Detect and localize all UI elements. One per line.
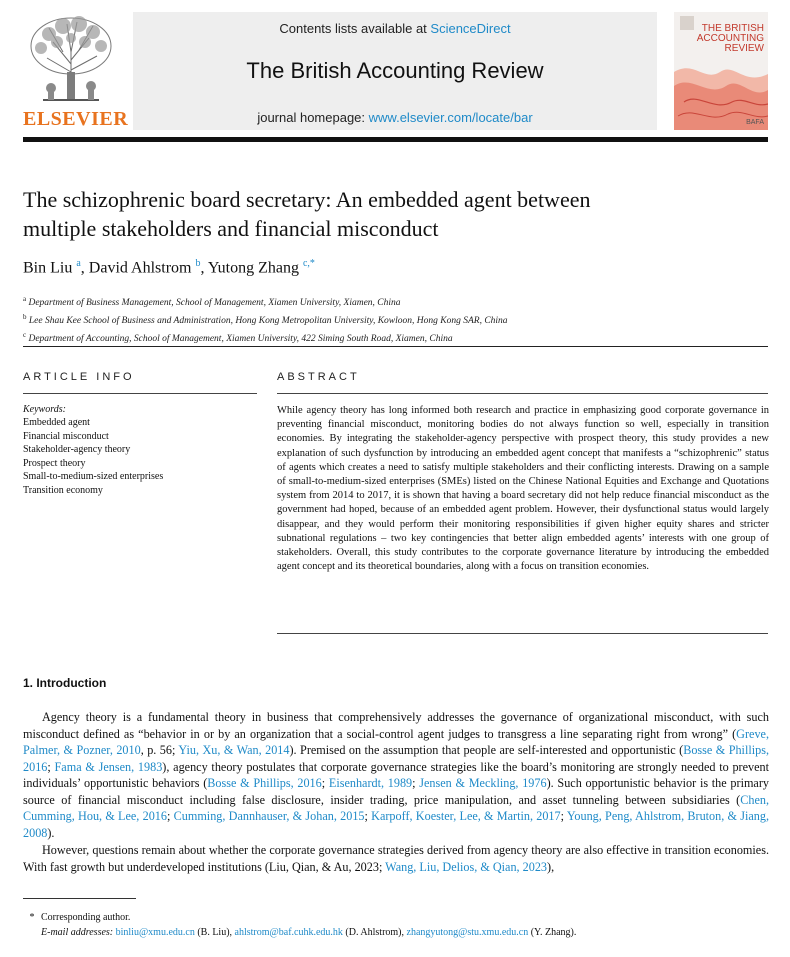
body-paragraph-2 — [23, 842, 769, 875]
body-text: ; — [321, 776, 329, 790]
homepage-line — [133, 110, 657, 125]
email-addresses — [23, 925, 576, 940]
author-name[interactable]: David Ahlstrom — [88, 259, 192, 277]
article-title-line1: The schizophrenic board secretary: An embedded agent between — [23, 187, 591, 212]
keyword-item: Prospect theory — [23, 457, 86, 469]
footnote — [23, 910, 576, 940]
article-title — [23, 185, 763, 243]
email-owner: (Y. Zhang). — [528, 927, 577, 938]
sciencedirect-link[interactable]: ScienceDirect — [430, 21, 511, 36]
body-text: ; — [166, 809, 174, 823]
abstract-text: While agency theory has long informed both research and practice in emphasizing good corporate governance in preventing financial misconduct, monitoring bodies do not always function so well, especially in transition economies. By integrating the stakeholder-agency perspective with prospect theory, this study provides a new explanation of such dysfunction by introducing an embedded agent concept that manifests a “schizophrenic” status of agents which creates a need to satisfy multiple stakeholders and their conflicting interests. Drawing on a sample of small-to-medium-sized enterprises (SMEs) listed on the Chinese National Equities and Exchange and Quotations system from 2014 to 2017, it is shown that having a board secretary did not help reduce financial misconduct as the government had hoped, because of an embedded agent problem. However, their dysfunctional status would largely disappear, and they would perform their monitoring responsibilities if given higher equity shares and stricter subnational regulations – two key contingencies that better align embedded agents’ interests with one group of stakeholders. Overall, this study contributes to the corporate governance literature by introducing the embedded agent concept and its theoretical boundaries, along with a focus on transition economies. — [277, 405, 769, 573]
title-divider — [23, 346, 768, 347]
affiliation-text: Department of Business Management, School of Management, Xiamen University, Xiamen, China — [28, 298, 401, 309]
author-list: Bin Liu $^a$, David Ahlstrom $^b$, Yutong Zhang $^{c,*}$ — [23, 258, 315, 277]
abstract-bottom-rule — [277, 633, 768, 634]
section-heading-introduction: 1. Introduction — [23, 676, 107, 690]
journal-title: The British Accounting Review — [246, 58, 544, 83]
citation-link[interactable]: Young, Peng, Ahlstrom, Bruton, & Jiang, 2008 — [23, 809, 770, 840]
keyword-item: Transition economy — [23, 484, 103, 496]
footnote-rule — [23, 898, 136, 899]
citation-link[interactable]: Cumming, Dannhauser, & Johan, 2015 — [173, 809, 365, 823]
abstract-rule — [277, 393, 768, 394]
journal-homepage-link[interactable]: www.elsevier.com/locate/bar — [368, 110, 533, 125]
citation-link[interactable]: Wang, Liu, Delios, & Qian, 2023 — [385, 859, 548, 874]
affiliation-item — [23, 292, 508, 310]
keyword-item: Stakeholder-agency theory — [23, 444, 131, 456]
citation-link[interactable]: Bosse & Phillips, 2016 — [207, 776, 322, 790]
citation-link[interactable]: Yiu, Xu, & Wan, 2014 — [178, 743, 290, 757]
body-text: ; — [560, 809, 567, 823]
corresponding-author-note — [23, 910, 576, 925]
affiliation-item — [23, 310, 508, 328]
cover-title — [684, 24, 764, 54]
citation-link[interactable]: Chen, Cumming, Hou, & Lee, 2016 — [23, 792, 769, 823]
keywords-label: Keywords: — [23, 404, 66, 415]
author-name[interactable]: Bin Liu — [23, 259, 73, 277]
body-text: ). Premised on the assumption that people are self-interested and opportunistic ( — [289, 743, 684, 757]
cover-title-line2: ACCOUNTING — [696, 33, 764, 44]
citation-link[interactable]: Jensen & Meckling, 1976 — [419, 776, 547, 790]
email-link[interactable]: ahlstrom@baf.cuhk.edu.hk — [234, 927, 343, 938]
body-text: Agency theory is a fundamental theory in business that comprehensively addresses the governance of organizational misconduct, with such misconduct defined as “behavior in or by an organization that a social-control agent judges to transgress a line separating right from wrong” ( — [23, 710, 769, 741]
affiliation-list — [23, 292, 508, 346]
journal-header — [23, 12, 768, 132]
keyword-list — [23, 416, 163, 498]
citation-link[interactable]: Greve, Palmer, & Pozner, 2010 — [23, 726, 769, 757]
homepage-prefix: journal homepage: — [257, 110, 369, 125]
tree-icon — [23, 12, 119, 106]
body-text: ; — [47, 759, 55, 774]
body-text: ), agency theory postulates that corporate governance strategies like the board’s monitoring are strongly needed to prevent individuals’ opportunistic behaviors ( — [23, 759, 769, 790]
affiliation-text: Department of Accounting, School of Management, Xiamen University, 422 Siming South Road, Xiamen, China — [28, 334, 453, 345]
affiliation-mark: c — [23, 331, 27, 340]
journal-banner — [133, 12, 657, 130]
affiliation-mark: a — [23, 295, 27, 303]
author-name[interactable]: Yutong Zhang — [207, 259, 299, 277]
cover-title-line1: THE BRITISH — [701, 23, 764, 34]
journal-cover-thumbnail[interactable] — [674, 12, 768, 130]
article-info-rule — [23, 393, 257, 394]
author-affiliation-mark[interactable]: b — [195, 258, 201, 269]
body-text: ). — [47, 825, 55, 840]
affiliation-item — [23, 328, 508, 346]
body-text: ; — [412, 776, 420, 790]
affiliation-text: Lee Shau Kee School of Business and Administration, Hong Kong Metropolitan University, Kowloon, Hong Kong SAR, China — [28, 316, 508, 327]
keyword-item: Financial misconduct — [23, 430, 109, 442]
body-text: ; — [364, 809, 372, 823]
author-affiliation-mark[interactable]: c,* — [302, 258, 315, 269]
email-label: E-mail addresses: — [41, 927, 114, 938]
email-link[interactable]: binliu@xmu.edu.cn — [115, 927, 195, 938]
header-divider — [23, 137, 768, 142]
footnote-star: * — [29, 912, 35, 923]
body-text: ), — [547, 859, 555, 874]
cover-title-line3: REVIEW — [724, 43, 764, 54]
keyword-item: Embedded agent — [23, 417, 90, 428]
body-text: , p. 56; — [140, 743, 179, 757]
email-owner: (D. Ahlstrom), — [342, 927, 407, 938]
body-text: ). Such opportunistic behavior is the primary source of financial misconduct including false disclosure, insider trading, price manipulation, and asset tunneling between subsidiaries ( — [23, 776, 769, 807]
article-title-line2: multiple stakeholders and financial misconduct — [23, 216, 439, 241]
citation-link[interactable]: Fama & Jensen, 1983 — [54, 759, 163, 774]
cover-badge: BAFA — [746, 119, 764, 126]
contents-line — [133, 21, 657, 36]
email-owner: (B. Liu), — [194, 927, 235, 938]
email-link[interactable]: zhangyutong@stu.xmu.edu.cn — [406, 927, 529, 938]
citation-link[interactable]: Bosse & Phillips, 2016 — [23, 743, 769, 774]
publisher-name: ELSEVIER — [23, 108, 129, 130]
citation-link[interactable]: Karpoff, Koester, Lee, & Martin, 2017 — [371, 809, 561, 823]
abstract-heading: ABSTRACT — [277, 371, 360, 383]
citation-link[interactable]: Eisenhardt, 1989 — [328, 776, 413, 790]
elsevier-logo[interactable] — [23, 12, 129, 130]
keyword-item: Small-to-medium-sized enterprises — [23, 471, 164, 483]
body-paragraph-1 — [23, 709, 769, 841]
article-info-heading: ARTICLE INFO — [23, 371, 135, 383]
author-affiliation-mark[interactable]: a — [76, 258, 81, 269]
body-text: However, questions remain about whether the corporate governance strategies derived from agency theory are also effective in transition economies. With fast growth but underdeveloped institutions (Liu, Qian, & Au, 2023; — [23, 843, 769, 874]
affiliation-mark: b — [23, 313, 27, 322]
contents-prefix: Contents lists available at — [279, 21, 431, 36]
corresponding-author-text: Corresponding author. — [41, 912, 131, 923]
